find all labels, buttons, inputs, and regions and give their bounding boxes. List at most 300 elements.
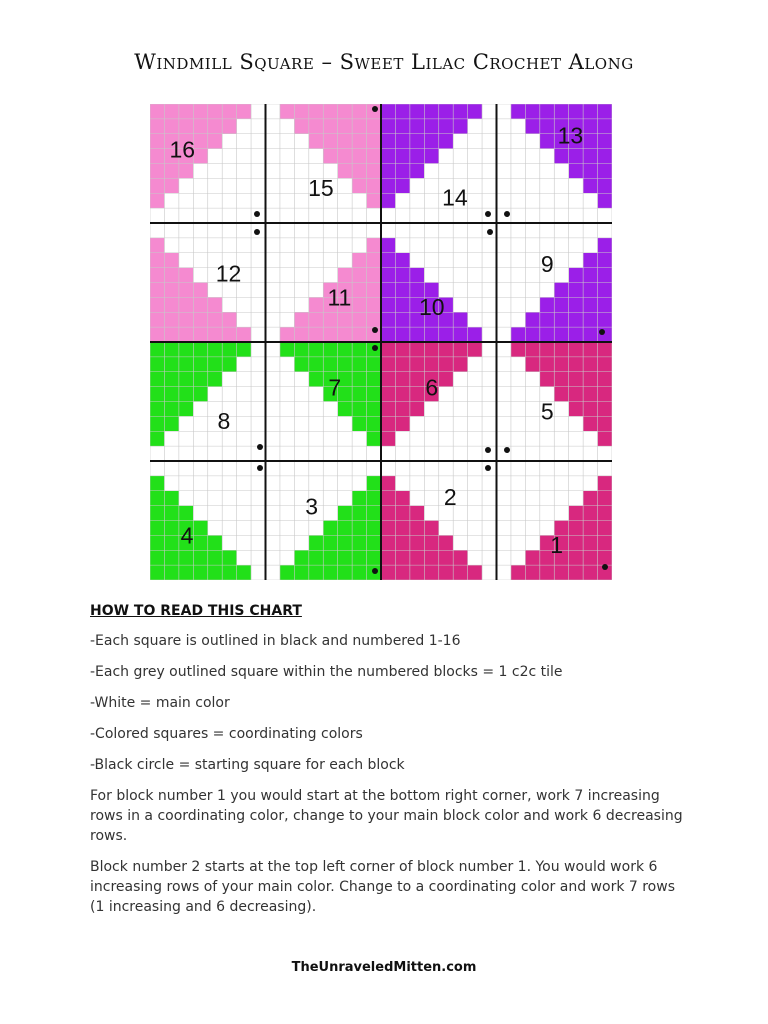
grid-cell — [309, 402, 324, 417]
grid-cell — [208, 119, 223, 134]
block-number-label: 12 — [215, 260, 242, 287]
grid-cell — [179, 268, 194, 283]
grid-cell — [453, 134, 468, 149]
grid-cell — [381, 342, 396, 357]
grid-cell — [540, 149, 555, 164]
grid-cell — [468, 134, 483, 149]
grid-cell — [294, 416, 309, 431]
grid-cell — [179, 193, 194, 208]
grid-cell — [569, 461, 584, 476]
grid-cell — [266, 521, 281, 536]
grid-cell — [540, 178, 555, 193]
grid-cell — [525, 372, 540, 387]
grid-cell — [482, 521, 497, 536]
block-number-label: 11 — [327, 284, 352, 311]
grid-cell — [367, 193, 382, 208]
grid-cell — [280, 268, 295, 283]
grid-cell — [511, 208, 526, 223]
grid-cell — [222, 342, 237, 357]
grid-cell — [468, 297, 483, 312]
grid-cell — [424, 238, 439, 253]
grid-cell — [439, 342, 454, 357]
grid-cell — [525, 446, 540, 461]
grid-cell — [540, 506, 555, 521]
grid-cell — [598, 134, 612, 149]
grid-cell — [482, 535, 497, 550]
grid-cell — [598, 283, 612, 298]
grid-cell — [266, 402, 281, 417]
grid-cell — [598, 476, 612, 491]
grid-cell — [439, 327, 454, 342]
grid-cell — [323, 238, 338, 253]
grid-cell — [395, 491, 410, 506]
grid-cell — [294, 402, 309, 417]
instruction-paragraph: For block number 1 you would start at the bottom right corner, work 7 increasing rows in a coordinating color, change to your main block color and work 6 decreasing rows. — [90, 788, 683, 844]
grid-cell — [381, 297, 396, 312]
grid-cell — [280, 476, 295, 491]
grid-cell — [540, 312, 555, 327]
grid-cell — [193, 565, 208, 580]
grid-cell — [323, 446, 338, 461]
grid-cell — [540, 431, 555, 446]
grid-cell — [497, 342, 512, 357]
grid-cell — [164, 297, 179, 312]
grid-cell — [237, 402, 252, 417]
grid-cell — [439, 387, 454, 402]
grid-cell — [569, 297, 584, 312]
grid-cell — [381, 550, 396, 565]
grid-cell — [511, 283, 526, 298]
grid-cell — [410, 104, 425, 119]
grid-cell — [251, 431, 266, 446]
grid-cell — [540, 476, 555, 491]
grid-cell — [251, 104, 266, 119]
grid-cell — [497, 149, 512, 164]
grid-cell — [352, 268, 367, 283]
grid-cell — [439, 565, 454, 580]
grid-cell — [453, 164, 468, 179]
grid-cell — [150, 402, 165, 417]
grid-cell — [266, 164, 281, 179]
grid-cell — [583, 461, 598, 476]
block-number-label: 6 — [425, 374, 439, 401]
grid-cell — [222, 134, 237, 149]
grid-cell — [309, 342, 324, 357]
grid-cell — [395, 550, 410, 565]
grid-cell — [367, 535, 382, 550]
grid-cell — [208, 372, 223, 387]
grid-cell — [294, 253, 309, 268]
grid-cell — [237, 387, 252, 402]
grid-cell — [237, 208, 252, 223]
grid-cell — [410, 119, 425, 134]
grid-cell — [208, 550, 223, 565]
grid-cell — [352, 297, 367, 312]
grid-cell — [525, 297, 540, 312]
grid-cell — [179, 387, 194, 402]
grid-cell — [367, 134, 382, 149]
grid-cell — [482, 491, 497, 506]
grid-cell — [150, 491, 165, 506]
grid-cell — [525, 134, 540, 149]
grid-cell — [164, 223, 179, 238]
grid-cell — [352, 342, 367, 357]
grid-cell — [179, 164, 194, 179]
grid-cell — [453, 357, 468, 372]
grid-cell — [511, 387, 526, 402]
grid-cell — [266, 104, 281, 119]
start-dot — [372, 568, 378, 574]
grid-cell — [338, 268, 353, 283]
grid-cell — [511, 461, 526, 476]
grid-cell — [482, 164, 497, 179]
grid-cell — [395, 297, 410, 312]
grid-cell — [280, 327, 295, 342]
grid-cell — [511, 550, 526, 565]
grid-cell — [193, 119, 208, 134]
grid-cell — [352, 491, 367, 506]
grid-cell — [410, 521, 425, 536]
grid-cell — [208, 223, 223, 238]
grid-cell — [482, 297, 497, 312]
grid-cell — [323, 104, 338, 119]
grid-cell — [540, 446, 555, 461]
grid-cell — [266, 535, 281, 550]
grid-cell — [280, 119, 295, 134]
grid-cell — [179, 476, 194, 491]
grid-cell — [381, 431, 396, 446]
grid-cell — [266, 283, 281, 298]
grid-cell — [323, 431, 338, 446]
grid-cell — [266, 342, 281, 357]
grid-cell — [208, 104, 223, 119]
grid-cell — [583, 268, 598, 283]
grid-cell — [294, 193, 309, 208]
grid-cell — [583, 312, 598, 327]
grid-cell — [237, 193, 252, 208]
grid-cell — [309, 431, 324, 446]
grid-cell — [179, 416, 194, 431]
grid-cell — [598, 535, 612, 550]
grid-cell — [193, 283, 208, 298]
grid-cell — [179, 461, 194, 476]
grid-cell — [554, 446, 569, 461]
grid-cell — [554, 223, 569, 238]
block-number-label: 3 — [305, 493, 319, 520]
grid-cell — [280, 550, 295, 565]
grid-cell — [525, 193, 540, 208]
grid-cell — [352, 193, 367, 208]
grid-cell — [179, 119, 194, 134]
grid-cell — [222, 476, 237, 491]
grid-cell — [424, 223, 439, 238]
grid-cell — [179, 327, 194, 342]
instruction-paragraph: Block number 2 starts at the top left corner of block number 1. You would work 6 increasing rows of your main color. Change to a coordinating color and work 7 rows (1 increasing and 6 decreasing). — [90, 859, 675, 915]
grid-cell — [583, 134, 598, 149]
grid-cell — [583, 164, 598, 179]
grid-cell — [381, 283, 396, 298]
grid-cell — [395, 208, 410, 223]
grid-cell — [497, 372, 512, 387]
grid-cell — [598, 327, 612, 342]
grid-cell — [193, 342, 208, 357]
grid-cell — [222, 312, 237, 327]
block-number-label: 2 — [443, 484, 457, 511]
grid-cell — [367, 476, 382, 491]
grid-cell — [468, 149, 483, 164]
grid-cell — [468, 535, 483, 550]
grid-cell — [482, 416, 497, 431]
grid-cell — [424, 164, 439, 179]
grid-cell — [497, 164, 512, 179]
grid-cell — [237, 506, 252, 521]
grid-cell — [583, 178, 598, 193]
grid-cell — [352, 104, 367, 119]
grid-cell — [424, 327, 439, 342]
grid-cell — [251, 119, 266, 134]
grid-cell — [352, 402, 367, 417]
grid-cell — [569, 253, 584, 268]
grid-cell — [266, 550, 281, 565]
grid-cell — [439, 119, 454, 134]
grid-cell — [352, 312, 367, 327]
grid-cell — [266, 208, 281, 223]
grid-cell — [222, 297, 237, 312]
grid-cell — [525, 253, 540, 268]
grid-cell — [554, 149, 569, 164]
grid-cell — [323, 119, 338, 134]
grid-cell — [309, 312, 324, 327]
grid-cell — [381, 312, 396, 327]
grid-cell — [222, 535, 237, 550]
grid-cell — [352, 164, 367, 179]
grid-cell — [323, 253, 338, 268]
grid-cell — [237, 104, 252, 119]
grid-cell — [164, 416, 179, 431]
grid-cell — [410, 193, 425, 208]
grid-cell — [338, 491, 353, 506]
grid-cell — [266, 223, 281, 238]
grid-cell — [150, 327, 165, 342]
start-dot — [487, 229, 493, 235]
grid-cell — [338, 178, 353, 193]
grid-cell — [338, 416, 353, 431]
grid-cell — [497, 431, 512, 446]
grid-cell — [468, 312, 483, 327]
grid-cell — [222, 327, 237, 342]
grid-cell — [511, 431, 526, 446]
grid-cell — [453, 149, 468, 164]
grid-cell — [381, 357, 396, 372]
grid-cell — [237, 134, 252, 149]
grid-cell — [294, 164, 309, 179]
grid-cell — [208, 178, 223, 193]
grid-cell — [193, 208, 208, 223]
grid-cell — [598, 416, 612, 431]
grid-cell — [222, 565, 237, 580]
grid-cell — [395, 565, 410, 580]
grid-cell — [323, 506, 338, 521]
grid-cell — [150, 476, 165, 491]
grid-cell — [395, 357, 410, 372]
grid-cell — [598, 357, 612, 372]
grid-cell — [583, 535, 598, 550]
grid-cell — [193, 164, 208, 179]
grid-cell — [280, 431, 295, 446]
grid-cell — [164, 402, 179, 417]
grid-cell — [367, 268, 382, 283]
grid-cell — [208, 387, 223, 402]
grid-cell — [338, 164, 353, 179]
grid-cell — [150, 193, 165, 208]
grid-cell — [280, 253, 295, 268]
grid-cell — [193, 327, 208, 342]
grid-cell — [338, 506, 353, 521]
grid-cell — [266, 565, 281, 580]
grid-cell — [266, 416, 281, 431]
grid-cell — [569, 238, 584, 253]
grid-cell — [338, 253, 353, 268]
instruction-line: -Black circle = starting square for each block — [90, 757, 405, 773]
grid-cell — [569, 357, 584, 372]
grid-cell — [280, 387, 295, 402]
grid-cell — [309, 297, 324, 312]
grid-cell — [323, 149, 338, 164]
grid-cell — [280, 149, 295, 164]
grid-cell — [237, 357, 252, 372]
grid-cell — [554, 283, 569, 298]
grid-cell — [598, 119, 612, 134]
start-dot — [602, 564, 608, 570]
grid-cell — [525, 431, 540, 446]
start-dot — [485, 465, 491, 471]
grid-cell — [367, 550, 382, 565]
grid-cell — [164, 312, 179, 327]
grid-cell — [338, 357, 353, 372]
grid-cell — [150, 372, 165, 387]
grid-cell — [554, 461, 569, 476]
grid-cell — [395, 416, 410, 431]
grid-cell — [497, 521, 512, 536]
grid-cell — [525, 506, 540, 521]
grid-cell — [511, 491, 526, 506]
grid-cell — [511, 521, 526, 536]
grid-cell — [583, 431, 598, 446]
grid-cell — [294, 134, 309, 149]
grid-cell — [569, 178, 584, 193]
grid-cell — [439, 416, 454, 431]
grid-cell — [352, 357, 367, 372]
grid-cell — [323, 357, 338, 372]
grid-cell — [410, 565, 425, 580]
grid-cell — [540, 134, 555, 149]
grid-cell — [511, 223, 526, 238]
grid-cell — [468, 342, 483, 357]
start-dot — [257, 444, 263, 450]
grid-cell — [598, 178, 612, 193]
grid-cell — [294, 327, 309, 342]
grid-cell — [150, 134, 165, 149]
grid-cell — [395, 402, 410, 417]
grid-cell — [569, 164, 584, 179]
grid-cell — [251, 297, 266, 312]
grid-cell — [410, 342, 425, 357]
grid-cell — [540, 119, 555, 134]
grid-cell — [280, 223, 295, 238]
grid-cell — [598, 372, 612, 387]
grid-cell — [193, 461, 208, 476]
grid-cell — [251, 550, 266, 565]
grid-cell — [179, 178, 194, 193]
grid-cell — [525, 223, 540, 238]
grid-cell — [424, 357, 439, 372]
grid-cell — [237, 416, 252, 431]
grid-cell — [352, 327, 367, 342]
grid-cell — [150, 119, 165, 134]
grid-cell — [410, 372, 425, 387]
grid-cell — [251, 565, 266, 580]
grid-cell — [367, 178, 382, 193]
grid-cell — [309, 416, 324, 431]
grid-cell — [323, 134, 338, 149]
grid-cell — [569, 565, 584, 580]
grid-cell — [497, 253, 512, 268]
grid-cell — [280, 521, 295, 536]
grid-cell — [583, 104, 598, 119]
grid-cell — [511, 193, 526, 208]
grid-cell — [251, 327, 266, 342]
grid-cell — [309, 268, 324, 283]
grid-cell — [280, 283, 295, 298]
grid-cell — [251, 372, 266, 387]
grid-cell — [482, 550, 497, 565]
grid-cell — [569, 208, 584, 223]
grid-cell — [193, 476, 208, 491]
grid-cell — [598, 149, 612, 164]
grid-cell — [150, 550, 165, 565]
grid-cell — [598, 461, 612, 476]
grid-cell — [164, 446, 179, 461]
grid-cell — [468, 104, 483, 119]
grid-cell — [338, 327, 353, 342]
grid-cell — [164, 208, 179, 223]
grid-cell — [554, 342, 569, 357]
grid-cell — [208, 521, 223, 536]
grid-cell — [266, 268, 281, 283]
grid-cell — [554, 357, 569, 372]
grid-cell — [468, 565, 483, 580]
grid-cell — [150, 178, 165, 193]
grid-cell — [410, 357, 425, 372]
grid-cell — [540, 164, 555, 179]
grid-cell — [266, 238, 281, 253]
grid-cell — [410, 164, 425, 179]
grid-cell — [179, 357, 194, 372]
grid-cell — [410, 550, 425, 565]
grid-cell — [598, 491, 612, 506]
grid-cell — [352, 208, 367, 223]
grid-cell — [511, 342, 526, 357]
grid-cell — [453, 283, 468, 298]
grid-cell — [598, 446, 612, 461]
instruction-line: -Each grey outlined square within the numbered blocks = 1 c2c tile — [90, 664, 563, 680]
grid-cell — [309, 253, 324, 268]
grid-cell — [395, 521, 410, 536]
grid-cell — [179, 238, 194, 253]
grid-cell — [237, 178, 252, 193]
grid-cell — [164, 327, 179, 342]
grid-cell — [193, 402, 208, 417]
